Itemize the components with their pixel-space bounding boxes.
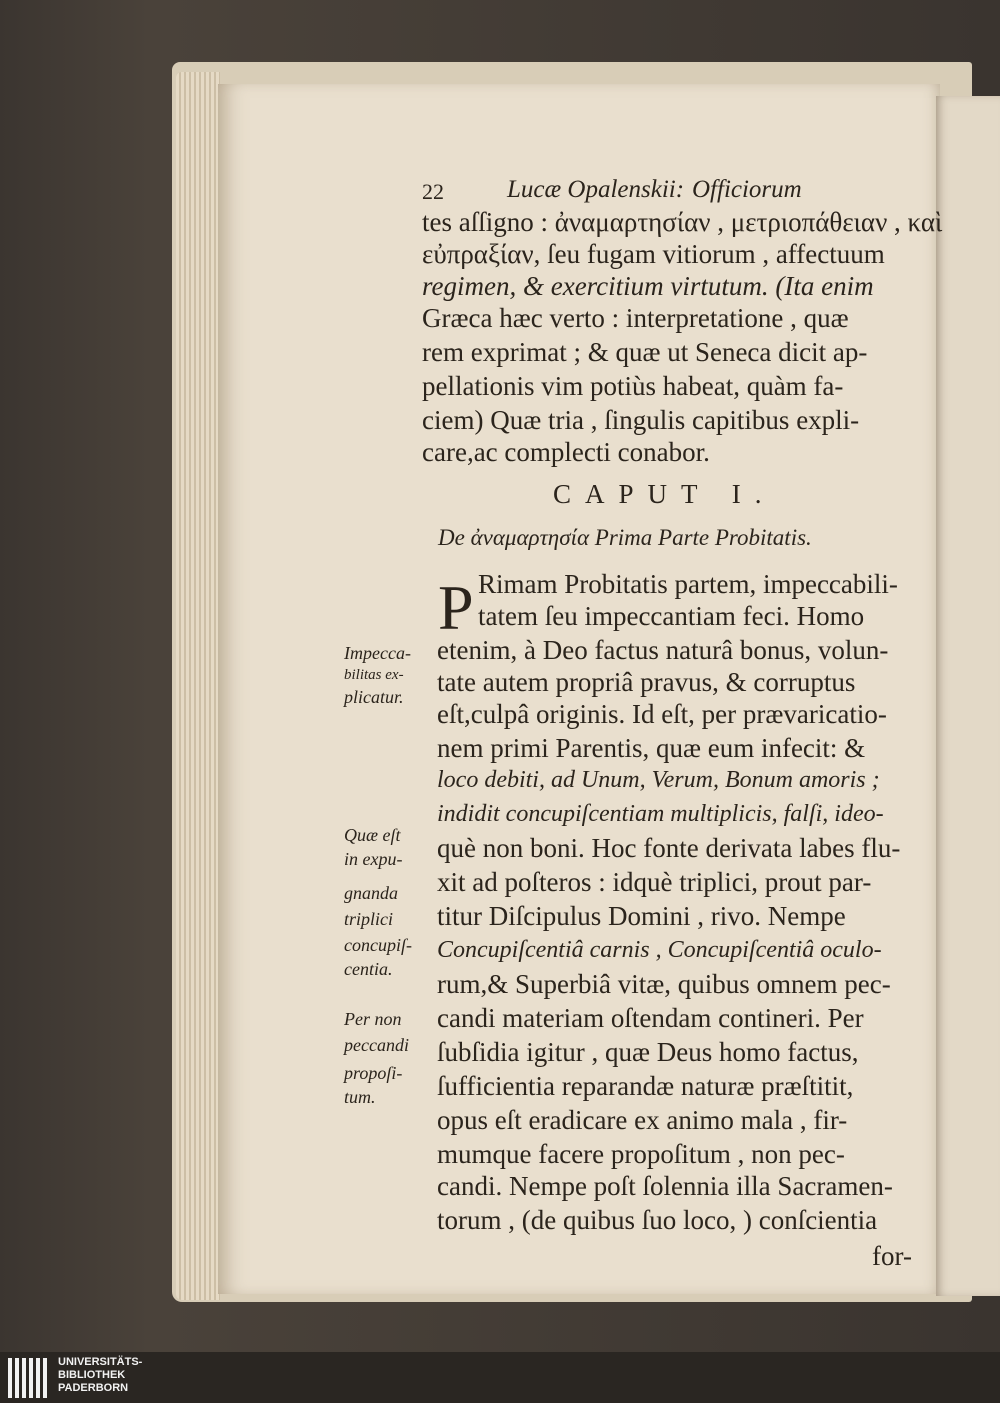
body-line: titur Diſcipulus Domini , rivo. Nempe	[437, 901, 846, 931]
intro-line: rem exprimat ; & quæ ut Seneca dicit ap-	[422, 337, 868, 367]
marginal-note: concupiſ-	[344, 935, 412, 955]
logo-line: UNIVERSITÄTS-	[58, 1356, 143, 1368]
body-line: Rimam Probitatis partem, impeccabili-	[478, 569, 898, 599]
body-line: candi. Nempe poſt ſolennia illa Sacramen-	[437, 1171, 893, 1201]
marginal-note: centia.	[344, 959, 393, 979]
body-line: candi materiam oſtendam contineri. Per	[437, 1003, 864, 1033]
marginal-note: tum.	[344, 1087, 376, 1107]
body-line: xit ad poſteros : idquè triplici, prout par-	[437, 867, 872, 897]
logo-line: BIBLIOTHEK	[58, 1369, 126, 1381]
body-line: eſt,culpâ originis. Id eſt, per prævaricatio-	[437, 699, 887, 729]
body-line: mumque facere propoſitum , non pec-	[437, 1139, 845, 1169]
running-title-author: Lucæ Opalenskii:	[507, 176, 685, 203]
footer-bar	[0, 1352, 1000, 1403]
intro-line: ciem) Quæ tria , ſingulis capitibus expli-	[422, 405, 860, 435]
intro-line: regimen, & exercitium virtutum. (Ita enim	[422, 271, 874, 301]
body-line: nem primi Parentis, quæ eum infecit: &	[437, 733, 866, 763]
intro-line: tes aſſigno : ἀναμαρτησίαν , μετριοπάθειαν , καὶ	[422, 207, 943, 237]
page-edges	[176, 72, 220, 1300]
body-line: tatem ſeu impeccantiam feci. Homo	[478, 601, 865, 631]
body-line: torum , (de quibus ſuo loco, ) conſcientia	[437, 1205, 878, 1235]
marginal-note: bilitas ex-	[344, 667, 404, 683]
catchword: for-	[872, 1241, 912, 1271]
marginal-note: triplici	[344, 909, 393, 929]
body-line: Concupiſcentiâ carnis , Concupiſcentiâ oculo-	[437, 937, 882, 963]
logo-line: PADERBORN	[58, 1382, 129, 1394]
body-line: ſufficientia reparandæ naturæ præſtitit,	[437, 1071, 854, 1101]
right-page-edge	[936, 96, 1000, 1296]
body-line: ſubſidia igitur , quæ Deus homo factus,	[437, 1037, 859, 1067]
intro-line: Græca hæc verto : interpretatione , quæ	[422, 303, 849, 333]
page-number: 22	[422, 179, 444, 204]
running-title-work: Officiorum	[692, 176, 802, 203]
marginal-note: Quæ eſt	[344, 825, 401, 845]
library-logo-text	[58, 1356, 142, 1395]
body-line: tate autem propriâ pravus, & corruptus	[437, 667, 856, 697]
drop-cap: P	[438, 572, 474, 643]
marginal-note: propoſi-	[344, 1063, 403, 1083]
intro-line: pellationis vim potiùs habeat, quàm fa-	[422, 371, 844, 401]
intro-line: εὐπραξίαν, ſeu fugam vitiorum , affectuum	[422, 239, 885, 269]
marginal-note: in expu-	[344, 849, 403, 869]
body-line: què non boni. Hoc fonte derivata labes flu-	[437, 833, 901, 863]
marginal-note: peccandi	[344, 1035, 409, 1055]
body-line: etenim, à Deo factus naturâ bonus, volun-	[437, 635, 889, 665]
marginal-note: plicatur.	[344, 687, 404, 707]
body-line: loco debiti, ad Unum, Verum, Bonum amoris ;	[437, 767, 880, 793]
body-line: rum,& Superbiâ vitæ, quibus omnem pec-	[437, 969, 891, 999]
intro-line: care,ac complecti conabor.	[422, 437, 710, 467]
library-logo-icon	[8, 1358, 52, 1398]
chapter-subtitle: De ἀναμαρτησία Prima Parte Probitatis.	[438, 525, 812, 550]
body-line: opus eſt eradicare ex animo mala , fir-	[437, 1105, 848, 1135]
marginal-note: Per non	[344, 1009, 402, 1029]
marginal-note: gnanda	[344, 883, 398, 903]
chapter-heading: CAPUT I.	[553, 479, 776, 509]
body-line: indidit concupiſcentiam multiplicis, falſi, ideo-	[437, 801, 884, 827]
marginal-note: Impecca-	[344, 643, 411, 663]
